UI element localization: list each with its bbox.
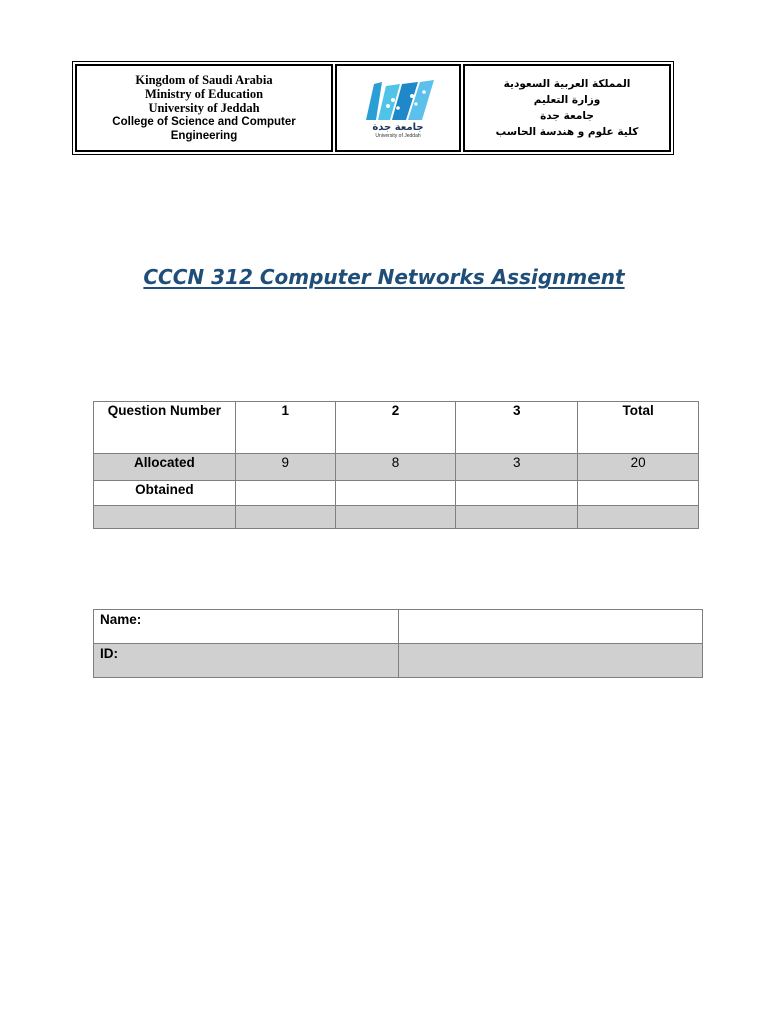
empty-cell bbox=[456, 506, 578, 529]
grades-table bbox=[93, 401, 699, 529]
header-q3: 3 bbox=[456, 402, 578, 454]
university-line: University of Jeddah bbox=[148, 101, 260, 115]
name-label: Name: bbox=[94, 610, 399, 644]
obtained-row bbox=[94, 481, 699, 506]
logo-arabic-text: جامعة جدة bbox=[372, 121, 424, 133]
letterhead bbox=[72, 61, 674, 155]
obtained-total[interactable] bbox=[578, 481, 699, 506]
obtained-label: Obtained bbox=[94, 481, 236, 506]
header-q1: 1 bbox=[235, 402, 335, 454]
allocated-q2: 8 bbox=[335, 454, 456, 481]
ministry-line: Ministry of Education bbox=[144, 87, 264, 101]
allocated-label: Allocated bbox=[94, 454, 236, 481]
university-logo bbox=[360, 78, 436, 139]
allocated-q3: 3 bbox=[456, 454, 578, 481]
arabic-college-line: كلية علوم و هندسة الحاسب bbox=[495, 126, 639, 138]
empty-cell bbox=[235, 506, 335, 529]
allocated-row bbox=[94, 454, 699, 481]
page-title: CCCN 312 Computer Networks Assignment bbox=[143, 265, 625, 289]
student-info-table bbox=[93, 609, 703, 678]
logo-english-text: University of Jeddah bbox=[375, 132, 421, 139]
arabic-kingdom-line: المملكة العربية السعودية bbox=[503, 78, 631, 90]
header-q2: 2 bbox=[335, 402, 456, 454]
kingdom-line: Kingdom of Saudi Arabia bbox=[135, 73, 273, 87]
id-row bbox=[94, 644, 703, 678]
empty-cell bbox=[335, 506, 456, 529]
allocated-q1: 9 bbox=[235, 454, 335, 481]
logo-cell bbox=[335, 64, 461, 152]
grades-header-row bbox=[94, 402, 699, 454]
header-question-number: Question Number bbox=[94, 402, 236, 454]
empty-cell bbox=[578, 506, 699, 529]
college-line: College of Science and Computer Engineering bbox=[112, 116, 296, 142]
name-row bbox=[94, 610, 703, 644]
empty-shaded-row bbox=[94, 506, 699, 529]
arabic-university-line: جامعة جدة bbox=[540, 110, 594, 122]
obtained-q1[interactable] bbox=[235, 481, 335, 506]
header-total: Total bbox=[578, 402, 699, 454]
allocated-total: 20 bbox=[578, 454, 699, 481]
arabic-header-cell bbox=[463, 64, 671, 152]
letterhead-row bbox=[75, 64, 671, 152]
id-field[interactable] bbox=[398, 644, 702, 678]
arabic-ministry-line: وزارة التعليم bbox=[533, 94, 601, 106]
empty-cell bbox=[94, 506, 236, 529]
obtained-q2[interactable] bbox=[335, 481, 456, 506]
university-logo-icon bbox=[360, 78, 436, 122]
obtained-q3[interactable] bbox=[456, 481, 578, 506]
id-label: ID: bbox=[94, 644, 399, 678]
english-header-cell bbox=[75, 64, 333, 152]
name-field[interactable] bbox=[398, 610, 702, 644]
